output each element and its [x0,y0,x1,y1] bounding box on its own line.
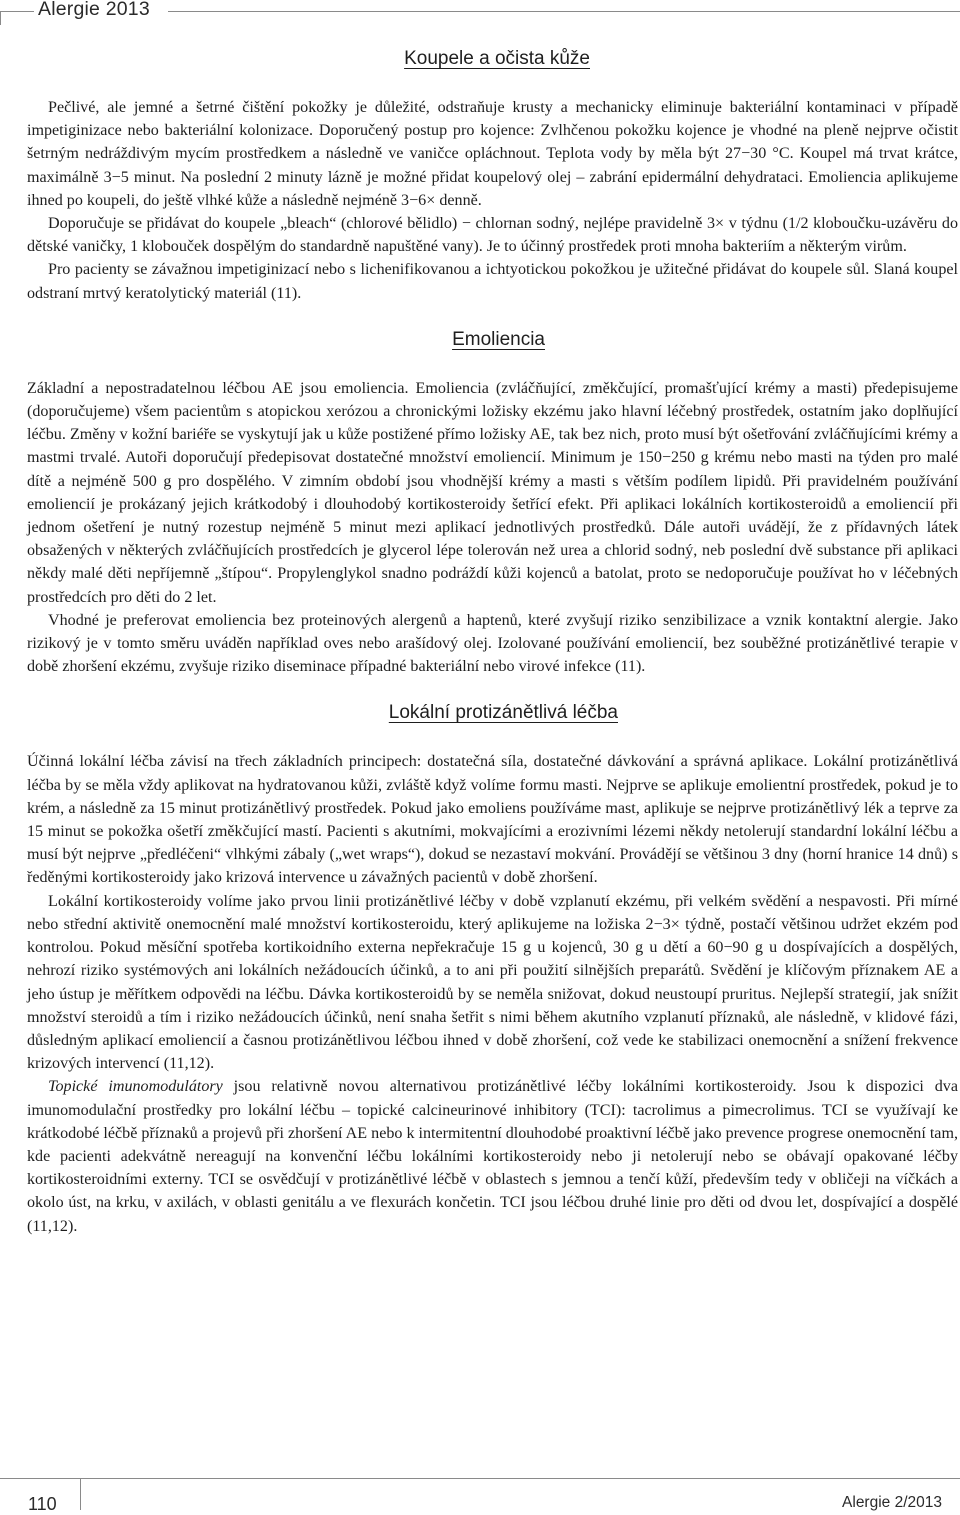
page-number: 110 [28,1494,57,1514]
section-title-koupele [27,44,958,74]
section-title-text: Koupele a očista kůže [404,48,590,69]
paragraph: Pro pacienty se závažnou impetiginizací nebo s lichenifikovanou a ichtyotickou pokožkou je užitečné přidávat do koupele sůl. Slaná koupel odstraní mrtvý keratolytický materiál (11). [27,261,958,302]
header-rule-left [0,11,34,12]
paragraph [27,1075,958,1237]
article-body [27,44,958,1238]
section-title-emoliencia [27,325,958,355]
paragraph: Pečlivé, ale jemné a šetrné čištění pokožky je důležité, odstraňuje krusty a mechanicky eliminuje bakteriální kontaminaci v případě impetiginizace nebo bakteriální kolonizace. Doporučený postup pro kojence: Zvlhčenou pokožku kojence je vhodné na pleně nejprve očistit šetrným nedráždivým mycím prostředkem a následně ve vaničce opláchnout. Teplota vody by měla být 27−30 °C. Koupel má trvat krátce, maximálně 3−5 minut. Na poslední 2 minuty lázně je možné přidat koupelový olej – zabrání epidermální dehydrataci. Emoliencia aplikujeme ihned po koupeli, do ještě vlhké kůže a následně nejméně 3−6× denně. [27,99,958,209]
journal-issue: Alergie 2/2013 [842,1494,942,1511]
header-corner-rule [0,11,1,25]
header-rule-right [168,11,960,12]
section-title-text: Emoliencia [452,328,545,350]
page-footer [0,1470,960,1512]
footer-rule [0,1478,960,1479]
paragraph: Vhodné je preferovat emoliencia bez proteinových alergenů a haptenů, které zvyšují riziko senzibilizace a vznik kontaktní alergie. Jako rizikový je v tomto směru uváděn například oves nebo arašídový olej. Izolované používání emoliencií, bez souběžné protizánětlivé terapie v době zhoršení ekzému, zvyšuje riziko diseminace případné bakteriální nebo virové infekce (11). [27,611,958,676]
page-header [0,0,960,24]
journal-title: Alergie 2013 [38,0,156,21]
footer-tick [80,1478,81,1510]
section-title-lokalni-lecba [27,698,958,728]
paragraph: Účinná lokální léčba závisí na třech základních principech: dostatečná síla, dostatečné dávkování a správná aplikace. Lokální protizánětlivá léčba by se měla vždy aplikovat na hydratovanou kůži, zvláště když volíme formu masti. Nejprve se aplikuje emolientní prostředek, pokud je to krém, a následně za 15 minut protizánětlivý prostředek. Pokud jako emoliens používáme mast, aplikuje se nejprve protizánětlivý lék a teprve za 15 minut se pokožka ošetří změkčující mastí. Pacienti s akutními, mokvajícími a erozivními lézemi někdy netolerují standardní lokální léčbu a musí být nejprve „předléčeni“ vlhkými zábaly („wet wraps“), dokud se nezastaví mokvání. Provádějí se většinou 3 dny (horní hranice 14 dnů) s ředěnými kortikosteroidy jako krizová intervence u závažných pacientů v době zhoršení. [27,753,958,887]
emphasis-term: Topické imunomodulátory [48,1078,223,1096]
paragraph: Základní a nepostradatelnou léčbou AE jsou emoliencia. Emoliencia (zvláčňující, změkčující, promašťující krémy a masti) předepisujeme (doporučujeme) všem pacientům s atopickou xerózou a chronickými ložisky ekzému jako hlavní léčebný prostředek, ostatním jako doplňující léčbu. Změny v kožní bariéře se vyskytují jak u kůže postižené přímo ložisky AE, tak bez nich, proto musí být ošetřování zvláčňujícími krémy a mastmi trvalé. Autoři doporučují předepisovat dostatečné množství emoliencií. Minimum je 150−250 g krému nebo masti na týden pro malé dítě a nejméně 500 g pro dospělého. V zimním období jsou vhodnější krémy a masti s větším podílem lipidů. Při pravidelném používání emoliencií je prokázaný jejich krátkodobý i dlouhodobý kortikosteroidy šetřící efekt. Při aplikaci lokálních kortikosteroidů a emoliencií při jednom ošetření je nutný rozestup nejméně 5 minut mezi aplikací jednotlivých prostředků. Dále autoři uvádějí, že z přídavných látek obsažených v některých zvláčňujících prostředcích je glycerol lépe tolerován než urea a chlorid sodný, neb poslední dvě substance při aplikaci někdy malé děti nepříjemně „štípou“. Propylenglykol snadno podráždí kůži kojenců a batolat, proto se nedoporučuje používat ho v léčebných prostředcích pro děti do 2 let. [27,379,958,606]
paragraph: Lokální kortikosteroidy volíme jako prvou linii protizánětlivé léčby v době vzplanutí ekzému, při velkém svědění a nespavosti. Při mírné nebo střední aktivitě onemocnění malé množství kortikosteroidu, který aplikujeme na ložiska 2−3× týdně, postačí většinou udržet ekzém pod kontrolou. Pokud měsíční spotřeba kortikoidního externa nepřekračuje 15 g u kojenců, 30 g u dětí a 60−90 g u dospívajících a dospělých, nehrozí riziko systémových ani lokálních nežádoucích účinků, a to ani při použití silnějších preparátů. Svědění je klíčovým příznakem AE a jeho ústup je měřítkem odpovědi na léčbu. Dávka kortikosteroidů by se neměla snižovat, dokud neustoupí pruritus. Nejlepší strategií, jak snížit množství steroidů a tím i riziko nežádoucích účinků, není snaha šetřit s nimi během akutního vzplanutí příznaků, ale následně, v klidové fázi, důsledným aplikací emoliencií a časnou protizánětlivou léčbou ihned v době zhoršení, což vede ke stabilizaci onemocnění a snížení frekvence krizových intervencí (11,12). [27,892,958,1073]
paragraph: Doporučuje se přidávat do koupele „bleach“ (chlorové bělidlo) − chlornan sodný, nejlépe pravidelně 3× v týdnu (1/2 kloboučku-uzávěru do dětské vaničky, 1 klobouček dospělým do standardně napuštěné vany). Je to účinný prostředek proti mnoha bakteriím a některým virům. [27,215,958,256]
paragraph-rest: jsou relativně novou alternativou protizánětlivé léčby lokálními kortikosteroidy. Jsou k dispozici dva imunomodulační prostředky pro lokální léčbu – topické calcineurinové inhibitory (TCI): tacrolimus a pimecrolimus. TCI se využívají ke krátkodobé léčbě příznaků a projevů při zhoršení AE nebo k intermitentní dlouhodobé proaktivní léčbě jako prevence progrese onemocnění tam, kde pacienti adekvátně nereagují na konvenční léčbu lokálními kortikosteroidy nebo ji netolerují nebo se obávají opakované léčby kortikosteroidními externy. TCI se osvědčují v protizánětlivé léčbě v oblastech s jemnou a tenčí kůží, především tedy v obličeji na víčkách a okolo úst, na krku, v axilách, v oblasti genitálu a ve flexurách končetin. TCI jsou léčbou druhé linie pro děti od dvou let, dospívající a dospělé (11,12). [27,1078,958,1235]
section-title-text: Lokální protizánětlivá léčba [388,702,618,724]
